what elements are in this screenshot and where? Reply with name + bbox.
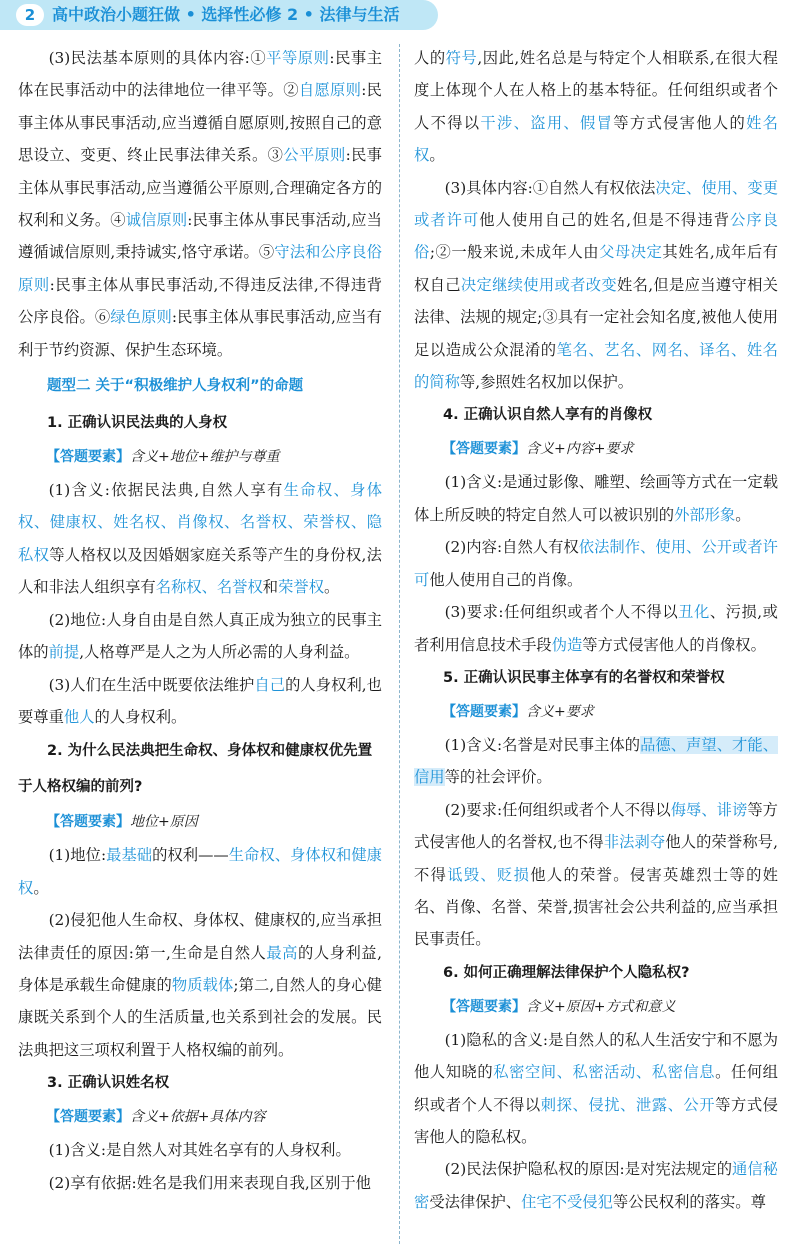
text-segment: 他人使用自己的姓名,但是不得违背	[479, 211, 731, 230]
right-column	[414, 42, 778, 1218]
text-segment: 受法律保护、	[429, 1192, 522, 1211]
q2-title: 2. 为什么民法典把生命权、身体权和健康权优先置于人格权编的前列?	[18, 743, 373, 796]
highlighted-term: 自愿原则	[298, 81, 362, 100]
text-segment: :民事主体从事民事活动,应当遵循公平原则,合理确定各方的权利和义务。④	[18, 146, 382, 230]
text-segment: 等,参照姓名权加以保护。	[459, 373, 634, 392]
q5-p1	[414, 729, 778, 794]
text-segment: 。	[324, 578, 340, 597]
type2-title: 题型二 关于“积极维护人身权利”的命题	[47, 378, 304, 395]
text-segment: 他人的荣誉称号,不得	[414, 833, 778, 884]
q4-p3	[414, 596, 778, 661]
q5-answer-elements	[414, 695, 778, 729]
text-segment: 人的	[414, 49, 446, 67]
text-segment: ,因此,姓名总是与特定个人相联系,在很大程度上体现个人在人格上的基本特征。任何组织或者个人不得以	[414, 49, 778, 132]
text-segment: 等人格权以及因婚姻家庭关系等产生的身份权,法人和非法人组织享有	[18, 545, 382, 597]
page-number: 2	[16, 4, 44, 26]
text-segment: (3)民法基本原则的具体内容:①	[48, 49, 267, 67]
highlighted-term: 绿色原则	[110, 308, 172, 327]
answer-elements-text: 含义+内容+要求	[526, 441, 634, 458]
highlighted-term: 侮辱、诽谤	[670, 800, 748, 819]
text-segment: (3)人们在生活中既要依法维护	[48, 675, 255, 694]
highlighted-term: 丑化	[678, 603, 710, 622]
text-segment: 他人的荣誉。侵害英雄烈士等的姓名、肖像、名誉、荣誉,损害社会公共利益的,应当承担民事责任。	[414, 865, 778, 949]
name-right-continued	[414, 42, 778, 172]
highlighted-term: 自己	[254, 675, 286, 694]
highlighted-term: 平等原则	[266, 49, 330, 67]
principles-paragraph	[18, 42, 382, 366]
highlighted-term: 住宅不受侵犯	[521, 1192, 613, 1211]
text-segment: 其姓名,成年后有权自己	[414, 243, 778, 294]
column-divider	[399, 44, 400, 1244]
highlighted-term: 品德、声望、才能、信用	[414, 735, 778, 787]
highlighted-term: 私密空间、私密活动、私密信息	[493, 1063, 716, 1082]
highlighted-term: 生命权、身体权和健康权	[18, 846, 382, 897]
text-segment: 等方式侵害他人的肖像权。	[582, 635, 766, 654]
q6-p2	[414, 1153, 778, 1218]
text-segment: 。	[429, 146, 445, 165]
text-segment: 等方式侵害他人的隐私权。	[414, 1095, 778, 1146]
text-segment: ;②一般来说,未成年人由	[429, 243, 600, 262]
q1-p1	[18, 474, 382, 604]
q5-p2	[414, 794, 778, 956]
q2-p1	[18, 839, 382, 904]
text-segment: :民事主体从事民事活动,应当遵循诚信原则,秉持诚实,恪守承诺。⑤	[18, 211, 382, 262]
highlighted-term: 外部形象	[674, 505, 736, 524]
text-segment: :民事主体从事民事活动,应当遵循自愿原则,按照自己的意思设立、变更、终止民事法律关系。③	[18, 81, 382, 165]
q4-p1	[414, 466, 778, 531]
q1-p3	[18, 669, 382, 734]
text-segment: 。	[33, 878, 49, 897]
highlighted-term: 公序良俗	[414, 211, 778, 262]
highlighted-term: 非法剥夺	[603, 833, 666, 852]
text-segment: 的人身权利,也要尊重	[18, 675, 382, 726]
answer-elements-text: 含义+原因+方式和意义	[526, 998, 676, 1015]
book-title: 高中政治小题狂做 • 选择性必修 2 • 法律与生活	[52, 5, 400, 24]
text-segment: ,人格尊严是人之为人所必需的人身利益。	[79, 643, 360, 662]
text-segment: 和	[262, 578, 279, 597]
highlighted-term: 物质载体	[171, 975, 234, 994]
q1-title: 1. 正确认识民法典的人身权	[47, 415, 228, 432]
text-segment: (2)内容:自然人有权	[444, 538, 579, 557]
text-segment: :民事主体从事民事活动,应当有利于节约资源、保护生态环境。	[18, 308, 382, 359]
answer-elements-text: 含义+要求	[526, 703, 594, 720]
q6-answer-elements	[414, 990, 778, 1024]
q3-p3	[414, 172, 778, 399]
q3-answer-elements	[18, 1100, 382, 1134]
highlighted-term: 姓名权	[414, 113, 778, 165]
text-segment: 、污损,或者利用信息技术手段	[414, 603, 778, 654]
highlighted-term: 父母决定	[599, 243, 663, 262]
highlighted-term: 最高	[266, 943, 298, 962]
q2-p2	[18, 904, 382, 1066]
answer-elements-text: 含义+地位+维护与尊重	[130, 449, 280, 466]
answer-elements-text: 地位+原因	[130, 814, 198, 831]
highlighted-term: 依法制作、使用、公开或者许可	[414, 538, 778, 589]
text-segment: 姓名,但是应当遵守相关法律、法规的规定;③具有一定社会知名度,被他人使用足以造成公众混淆的	[414, 275, 778, 359]
highlighted-term: 符号	[445, 49, 478, 67]
text-segment: 等公民权利的落实。尊	[612, 1192, 766, 1211]
answer-tag: 【答题要素】	[46, 1109, 130, 1126]
text-segment: (1)含义:名誉是对民事主体的	[444, 735, 641, 754]
highlighted-term: 公平原则	[283, 146, 346, 165]
text-segment: (2)要求:任何组织或者个人不得以	[444, 800, 671, 819]
left-column	[18, 42, 382, 1199]
page-header	[0, 0, 790, 36]
text-segment: 等的社会评价。	[444, 768, 552, 787]
text-segment: (3)具体内容:①自然人有权依法	[444, 178, 656, 197]
answer-elements-text: 含义+依据+具体内容	[130, 1109, 266, 1126]
text-segment: ;第二,自然人的身心健康既关系到个人的生活质量,也关系到社会的发展。民法典把这三项权利置于人格权编的前列。	[18, 975, 382, 1059]
answer-tag: 【答题要素】	[442, 998, 526, 1015]
highlighted-term: 荣誉权	[278, 578, 324, 597]
q6-title: 6. 如何正确理解法律保护个人隐私权?	[443, 964, 690, 981]
answer-tag: 【答题要素】	[46, 814, 130, 831]
highlighted-term: 他人	[63, 707, 95, 726]
q4-p2	[414, 531, 778, 596]
text-segment: (2)侵犯他人生命权、身体权、健康权的,应当承担法律责任的原因:第一,生命是自然人	[18, 911, 382, 962]
q4-answer-elements	[414, 432, 778, 466]
q4-title: 4. 正确认识自然人享有的肖像权	[443, 407, 653, 424]
q1-answer-elements	[18, 440, 382, 474]
highlighted-term: 干涉、盗用、假冒	[480, 113, 614, 132]
text-segment: 的人身权利。	[94, 707, 187, 726]
q3-p2: (2)享有依据:姓名是我们用来表现自我,区别于他	[48, 1173, 371, 1192]
q3-p1: (1)含义:是自然人对其姓名享有的人身权利。	[48, 1141, 351, 1160]
text-segment: (2)民法保护隐私权的原因:是对宪法规定的	[444, 1160, 733, 1179]
text-segment: (1)隐私的含义:是自然人的私人生活安宁和不愿为他人知晓的	[414, 1030, 778, 1082]
text-segment: 。任何组织或者个人不得以	[414, 1063, 778, 1114]
q1-p2	[18, 604, 382, 669]
highlighted-term: 笔名、艺名、网名、译名、姓名的简称	[414, 340, 778, 392]
highlighted-term: 前提	[48, 643, 80, 662]
text-segment: 等方式侵害他人的名誉权,也不得	[414, 800, 778, 852]
text-segment: (3)要求:任何组织或者个人不得以	[444, 603, 679, 622]
text-segment: 等方式侵害他人的	[613, 113, 747, 132]
answer-tag: 【答题要素】	[46, 449, 130, 466]
highlighted-term: 通信秘密	[414, 1160, 778, 1211]
highlighted-term: 刺探、侵扰、泄露、公开	[540, 1095, 716, 1114]
highlighted-term: 名称权、名誉权	[155, 578, 263, 597]
highlighted-term: 诋毁、贬损	[447, 865, 531, 884]
text-segment: 的权利——	[152, 846, 229, 865]
text-segment: (1)含义:是通过影像、雕塑、绘画等方式在一定载体上所反映的特定自然人可以被识别的	[414, 473, 778, 524]
highlighted-term: 决定继续使用或者改变	[460, 275, 617, 294]
text-segment: :民事主体从事民事活动,不得违反法律,不得违背公序良俗。⑥	[18, 275, 382, 327]
header-bar	[0, 0, 438, 30]
text-segment: 。	[735, 505, 751, 524]
text-segment: (1)地位:	[48, 846, 107, 865]
highlighted-term: 诚信原则	[125, 211, 188, 230]
q3-title: 3. 正确认识姓名权	[47, 1075, 170, 1092]
highlighted-term: 决定、使用、变更或者许可	[414, 178, 778, 230]
highlighted-term: 伪造	[551, 635, 583, 654]
highlighted-term: 生命权、身体权、健康权、姓名权、肖像权、名誉权、荣誉权、隐私权	[18, 481, 382, 564]
text-segment: 的人身利益,身体是承载生命健康的	[18, 943, 382, 994]
answer-tag: 【答题要素】	[442, 703, 526, 720]
text-segment: 他人使用自己的肖像。	[429, 570, 583, 589]
highlighted-term: 最基础	[106, 846, 153, 865]
q2-answer-elements	[18, 805, 382, 839]
q6-p1	[414, 1024, 778, 1154]
answer-tag: 【答题要素】	[442, 441, 526, 458]
text-segment: (2)地位:人身自由是自然人真正成为独立的民事主体的	[18, 610, 382, 662]
text-segment: :民事主体在民事活动中的法律地位一律平等。②	[18, 49, 382, 100]
q5-title: 5. 正确认识民事主体享有的名誉权和荣誉权	[443, 669, 725, 686]
text-segment: (1)含义:依据民法典,自然人享有	[48, 481, 284, 500]
highlighted-term: 守法和公序良俗原则	[18, 243, 382, 294]
